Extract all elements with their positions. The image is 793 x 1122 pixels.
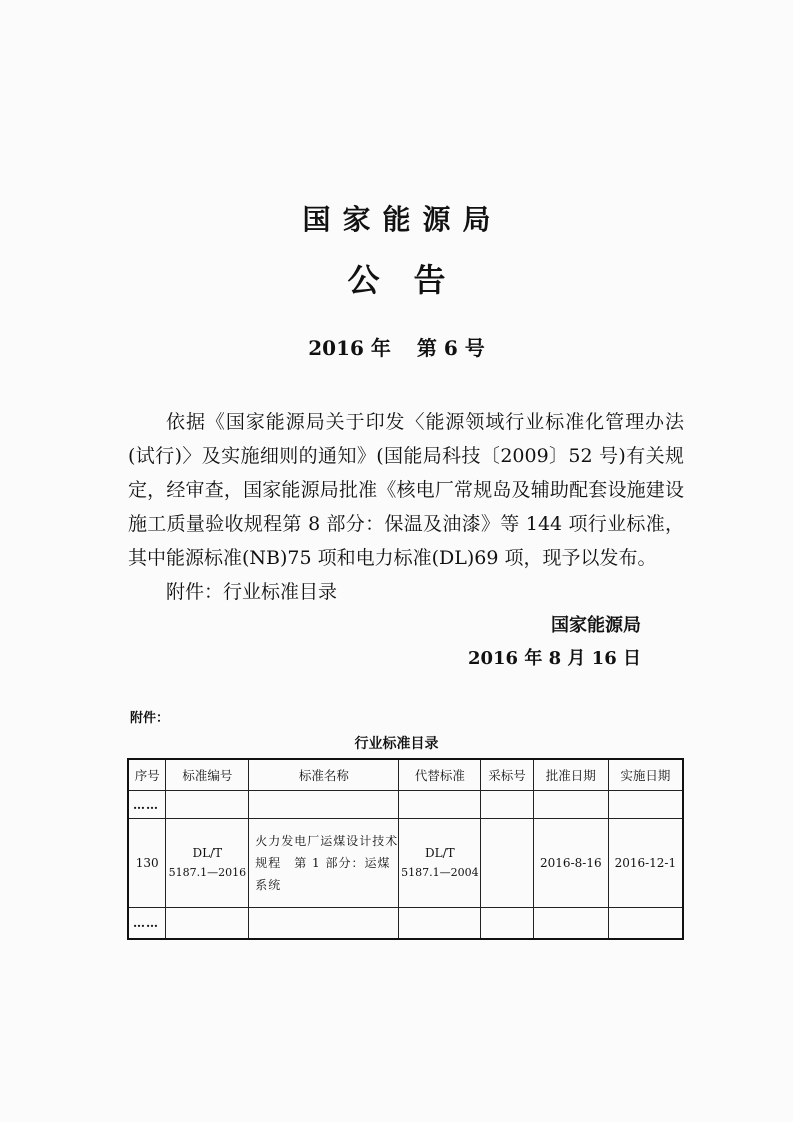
- column-header: 标准名称: [249, 759, 399, 791]
- announcement-body: [128, 405, 684, 609]
- ellipsis-cell: ……: [128, 791, 166, 819]
- table-header-row: [128, 759, 683, 791]
- agency-title: 国家能源局: [302, 203, 503, 236]
- document-type-title: 公告: [347, 261, 480, 299]
- body-paragraph: 依据《国家能源局关于印发〈能源领域行业标准化管理办法(试行)〉及实施细则的通知》(国能局科技〔2009〕52 号)有关规定，经审查，国家能源局批准《核电厂常规岛及辅助配套设施建设施工质量验收规程第 8 部分：保温及油漆》等 144 项行业标准，其中能源标准(NB)75 项和电力标准(DL)69 项，现予以发布。: [128, 411, 684, 569]
- approval-date: 2016-8-16: [533, 819, 608, 908]
- column-header: 批准日期: [533, 759, 608, 791]
- replaced-code-number: 5187.1—2004: [401, 866, 479, 879]
- issue-number: [0, 332, 793, 361]
- table-row: [128, 791, 683, 819]
- row-number: 130: [128, 819, 166, 908]
- standard-name: 火力发电厂运煤设计技术规程 第 1 部分：运煤系统: [249, 819, 399, 908]
- issue-year: 2016 年: [308, 336, 391, 360]
- standard-code: [166, 819, 249, 908]
- table-row: [128, 819, 683, 908]
- attachment-note: 附件：行业标准目录: [166, 581, 338, 603]
- table-row: [128, 908, 683, 940]
- adopted-standard: [481, 819, 534, 908]
- column-header: 实施日期: [608, 759, 683, 791]
- table-title: 行业标准目录: [354, 736, 439, 752]
- attachment-label: 附件：: [130, 711, 170, 726]
- standard-code-prefix: DL/T: [192, 846, 223, 860]
- issue-no: 第 6 号: [416, 336, 485, 360]
- ellipsis-cell: ……: [128, 908, 166, 940]
- effective-date: 2016-12-1: [608, 819, 683, 908]
- replaced-standard: [399, 819, 481, 908]
- replaced-code-prefix: DL/T: [425, 846, 455, 860]
- standard-code-number: 5187.1—2016: [168, 866, 247, 879]
- column-header: 采标号: [481, 759, 534, 791]
- signature-agency: 国家能源局: [551, 615, 641, 636]
- column-header: 序号: [128, 759, 166, 791]
- column-header: 标准编号: [166, 759, 249, 791]
- column-header: 代替标准: [399, 759, 481, 791]
- standards-table: [127, 758, 684, 940]
- signature-date: 2016 年 8 月 16 日: [467, 648, 641, 669]
